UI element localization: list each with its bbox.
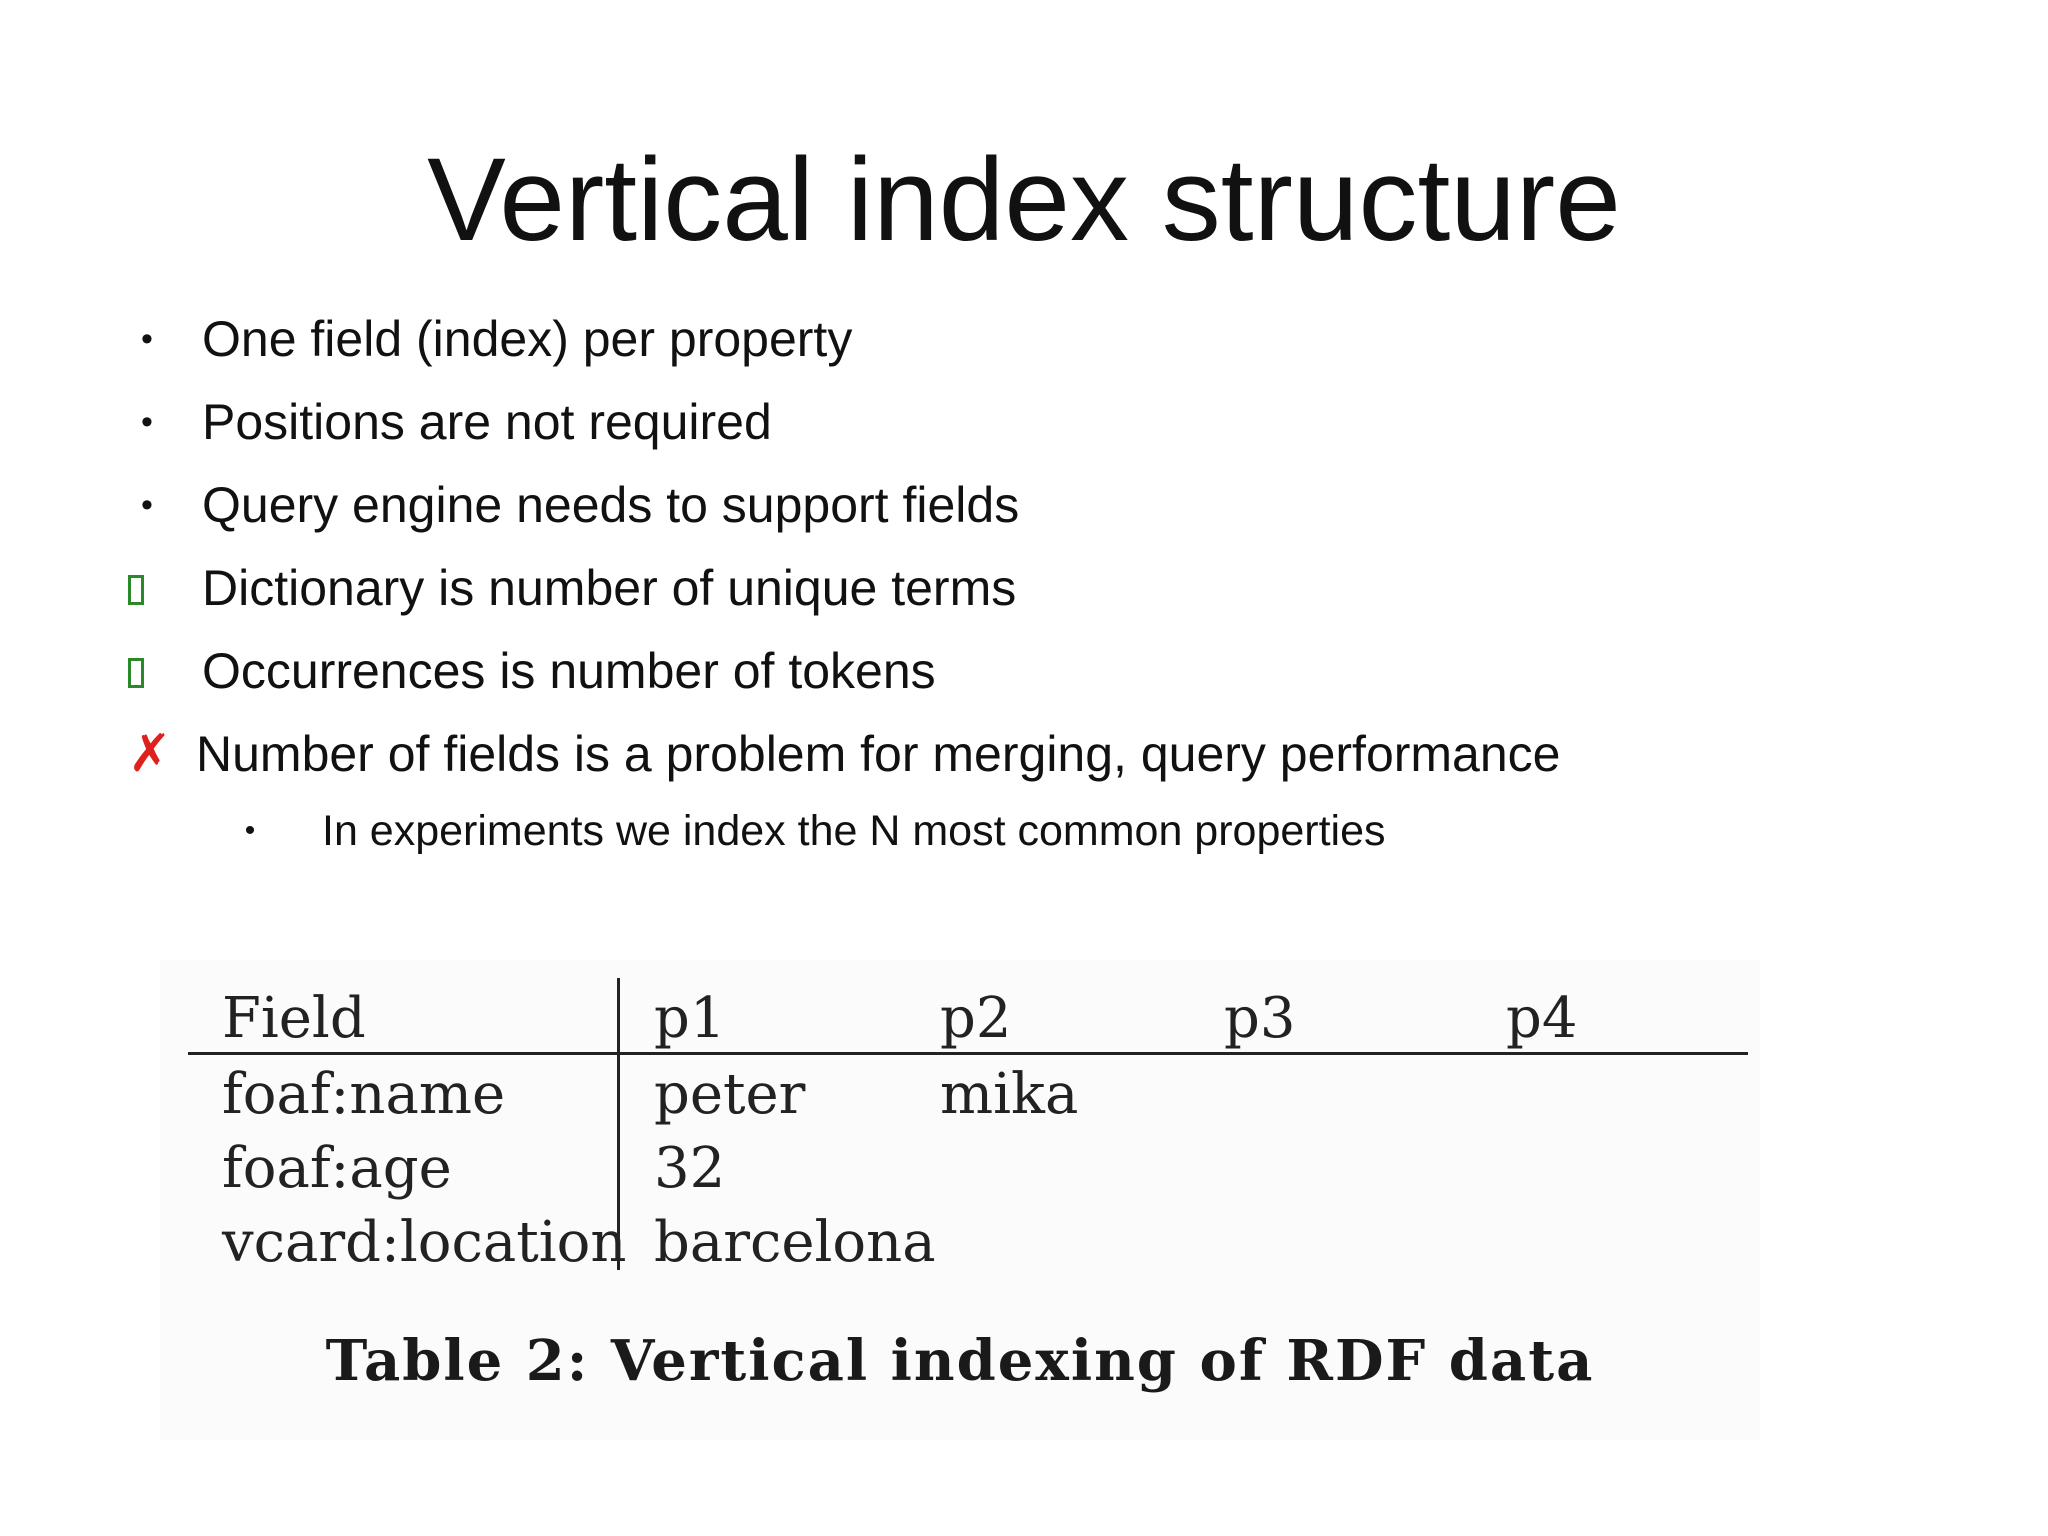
bullet-dot-icon: • (244, 814, 256, 847)
bullet-text: Positions are not required (202, 394, 772, 450)
bullet-item (120, 298, 1920, 381)
bullet-dot-icon: • (141, 486, 153, 524)
table-cell: foaf:name (222, 1062, 506, 1127)
bullet-text: Number of fields is a problem for merging, query performance (196, 726, 1561, 782)
table-header-rule (188, 1052, 1748, 1055)
bullet-text: One field (index) per property (202, 311, 853, 367)
table-caption: Table 2: Vertical indexing of RDF data (325, 1328, 1595, 1394)
table-header-cell: p4 (1506, 986, 1578, 1051)
bullet-list (120, 298, 1920, 866)
bullet-text: Dictionary is number of unique terms (202, 560, 1017, 616)
table-header-cell: p1 (654, 986, 726, 1051)
bullet-item (120, 547, 1920, 630)
table-header-cell: p3 (1224, 986, 1296, 1051)
table-cell: barcelona (654, 1210, 936, 1275)
bullet-item (120, 713, 1920, 796)
table-cell: foaf:age (222, 1136, 452, 1201)
table-cell: 32 (654, 1136, 726, 1201)
cross-mark-icon: ✗ (128, 724, 172, 784)
table-cell: vcard:location (222, 1210, 627, 1275)
sub-bullet-text: In experiments we index the N most common properties (322, 807, 1386, 855)
table-header-cell: Field (222, 986, 366, 1051)
bullet-dot-icon: • (141, 403, 153, 441)
table-figure (160, 960, 1760, 1440)
bullet-item (120, 630, 1920, 713)
bullet-text: Occurrences is number of tokens (202, 643, 936, 699)
check-box-icon (128, 658, 144, 688)
bullet-item (120, 381, 1920, 464)
bullet-dot-icon: • (141, 320, 153, 358)
slide-title: Vertical index structure (427, 134, 1621, 266)
table-cell: peter (654, 1062, 806, 1127)
check-box-icon (128, 575, 144, 605)
table-header-cell: p2 (940, 986, 1012, 1051)
bullet-text: Query engine needs to support fields (202, 477, 1020, 533)
table-cell: mika (940, 1062, 1079, 1127)
sub-bullet-item (230, 796, 1920, 866)
bullet-item (120, 464, 1920, 547)
